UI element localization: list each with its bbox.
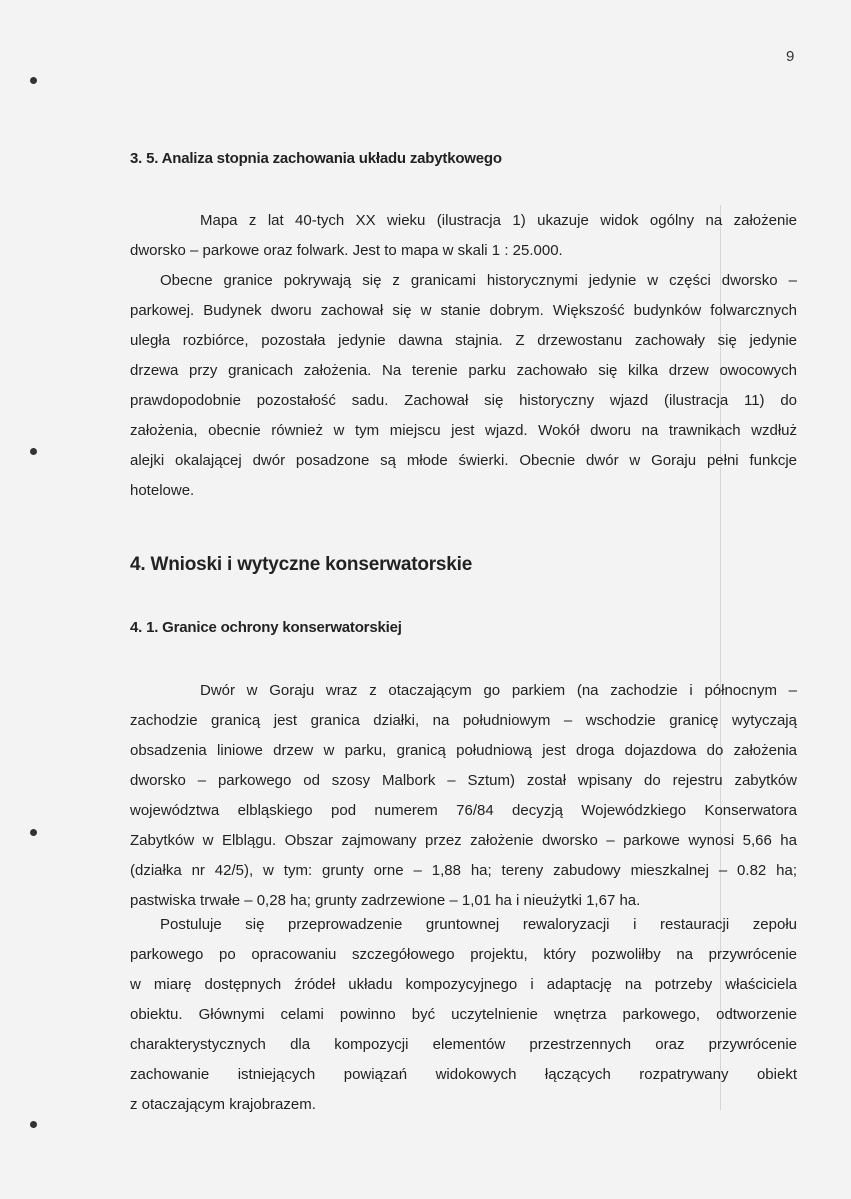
paragraph-3-5-2 (130, 266, 797, 506)
text-line: uległa rozbiórce, pozostała jedynie dawna stajnia. Z drzewostanu zachowały się jedynie (130, 332, 797, 349)
text-line: obiektu. Głównymi celami powinno być uczytelnienie wnętrza parkowego, odtworzenie (130, 1006, 797, 1023)
paragraph-3-5-1 (130, 206, 797, 266)
paragraph-4-1-2 (130, 910, 797, 1120)
text-line: Mapa z lat 40-tych XX wieku (ilustracja 1) ukazuje widok ogólny na założenie (200, 212, 797, 229)
punch-hole-dot (30, 77, 37, 84)
text-line: prawdopodobnie pozostałość sadu. Zachował się historyczny wjazd (ilustracja 11) do (130, 392, 797, 409)
text-line: parkowej. Budynek dworu zachował się w stanie dobrym. Większość budynków folwarcznych (130, 302, 797, 319)
punch-hole-dot (30, 448, 37, 455)
text-line: Obecne granice pokrywają się z granicami historycznymi jedynie w części dworsko – (160, 272, 797, 289)
text-line: Zabytków w Elblągu. Obszar zajmowany przez założenie dworsko – parkowe wynosi 5,66 ha (130, 832, 797, 849)
text-line: alejki okalającej dwór posadzone są młode świerki. Obecnie dwór w Goraju pełni funkcje (130, 452, 797, 469)
section-heading-4: 4. Wnioski i wytyczne konserwatorskie (130, 554, 473, 575)
punch-hole-dot (30, 829, 37, 836)
text-line: założenia, obecnie również w tym miejscu jest wjazd. Wokół dworu na trawnikach wzdłuż (130, 422, 797, 439)
text-line: obsadzenia liniowe drzew w parku, granicą południową jest droga dojazdowa do założenia (130, 742, 797, 759)
text-line: hotelowe. (130, 482, 195, 499)
text-line: drzewa przy granicach założenia. Na terenie parku zachowało się kilka drzew owocowych (130, 362, 797, 379)
punch-hole-dot (30, 1121, 37, 1128)
text-line: charakterystycznych dla kompozycji elementów przestrzennych oraz przywrócenie (130, 1036, 797, 1053)
text-line: dworsko – parkowego od szosy Malbork – Sztum) został wpisany do rejestru zabytków (130, 772, 797, 789)
text-line: z otaczającym krajobrazem. (130, 1096, 316, 1113)
text-line: Postuluje się przeprowadzenie gruntownej rewaloryzacji i restauracji zepołu (160, 916, 797, 933)
text-line: zachowanie istniejących powiązań widokowych łączących rozpatrywany obiekt (130, 1066, 797, 1083)
text-line: Dwór w Goraju wraz z otaczającym go parkiem (na zachodzie i północnym – (200, 682, 797, 699)
text-line: pastwiska trwałe – 0,28 ha; grunty zadrzewione – 1,01 ha i nieużytki 1,67 ha. (130, 892, 641, 909)
text-line: dworsko – parkowe oraz folwark. Jest to mapa w skali 1 : 25.000. (130, 242, 563, 259)
text-line: województwa elbląskiego pod numerem 76/84 decyzją Wojewódzkiego Konserwatora (130, 802, 797, 819)
section-heading-3-5: 3. 5. Analiza stopnia zachowania układu zabytkowego (130, 150, 502, 167)
text-line: parkowego po opracowaniu szczegółowego projektu, który pozwoliłby na przywrócenie (130, 946, 797, 963)
paragraph-4-1-1 (130, 676, 797, 916)
text-line: zachodzie granicą jest granica działki, na południowym – wschodzie granicę wytyczają (130, 712, 797, 729)
section-heading-4-1: 4. 1. Granice ochrony konserwatorskiej (130, 619, 402, 636)
text-line: w miarę dostępnych źródeł układu kompozycyjnego i adaptację na potrzeby właściciela (130, 976, 797, 993)
text-line: (działka nr 42/5), w tym: grunty orne – 1,88 ha; tereny zabudowy mieszkalnej – 0.82 ha; (130, 862, 797, 879)
page-number: 9 (786, 48, 795, 65)
